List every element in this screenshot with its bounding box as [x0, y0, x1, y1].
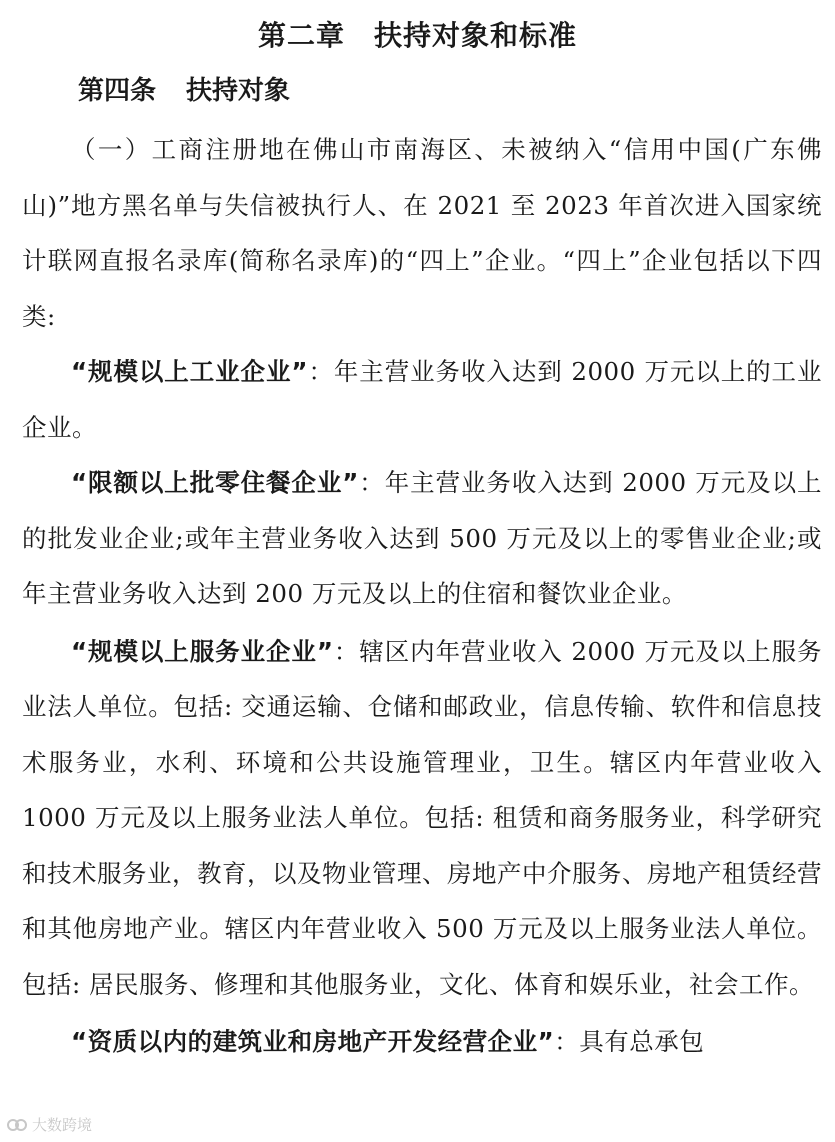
term-industrial: “规模以上工业企业” — [71, 357, 309, 386]
term-construction: “资质以内的建筑业和房地产开发经营企业” — [71, 1027, 555, 1056]
watermark — [6, 1114, 92, 1135]
term-wholesale-retail: “限额以上批零住餐企业” — [71, 468, 359, 497]
definition-industrial: ：年主营业务收入达到 2000 万元以上的工业企业。 — [22, 357, 822, 442]
definition-wholesale-retail: ：年主营业务收入达到 2000 万元及以上的批发业企业;或年主营业务收入达到 500 万元及以上的零售业企业;或年主营业务收入达到 200 万元及以上的住宿和餐饮业企业。 — [22, 468, 823, 608]
watermark-logo-icon — [6, 1116, 28, 1134]
term-services: “规模以上服务业企业” — [71, 636, 334, 666]
watermark-text: 大数跨境 — [32, 1116, 93, 1134]
paragraph-industrial — [22, 344, 822, 455]
paragraph-wholesale-retail — [22, 455, 822, 622]
paragraph-services — [22, 624, 822, 1013]
chapter-title: 第二章 扶持对象和标准 — [257, 19, 577, 52]
paragraph-construction — [22, 1014, 822, 1070]
definition-construction: ：具有总承包 — [554, 1027, 705, 1056]
article-number: 第四条 — [78, 76, 157, 106]
article-body — [22, 122, 822, 1070]
paragraph-eligibility: （一）工商注册地在佛山市南海区、未被纳入“信用中国(广东佛山)”地方黑名单与失信被执行人、在 2021 至 2023 年首次进入国家统计联网直报名录库(简称名录库)的“四上”企业。“四上”企业包括以下四类: — [22, 135, 822, 331]
article-heading — [78, 70, 290, 107]
definition-services: ：辖区内年营业收入 2000 万元及以上服务业法人单位。包括: 交通运输、仓储和邮政业，信息传输、软件和信息技术服务业，水利、环境和公共设施管理业，卫生。辖区内年营业收入 1000 万元及以上服务业法人单位。包括: 租赁和商务服务业，科学研究和技术服务业，教育，以及物业管理、房地产中介服务、房地产租赁经营和其他房地产业。辖区内年营业收入 500 万元及以上服务业法人单位。包括: 居民服务、修理和其他服务业，文化、体育和娱乐业，社会工作。 — [22, 636, 823, 999]
article-title: 扶持对象 — [186, 76, 291, 106]
